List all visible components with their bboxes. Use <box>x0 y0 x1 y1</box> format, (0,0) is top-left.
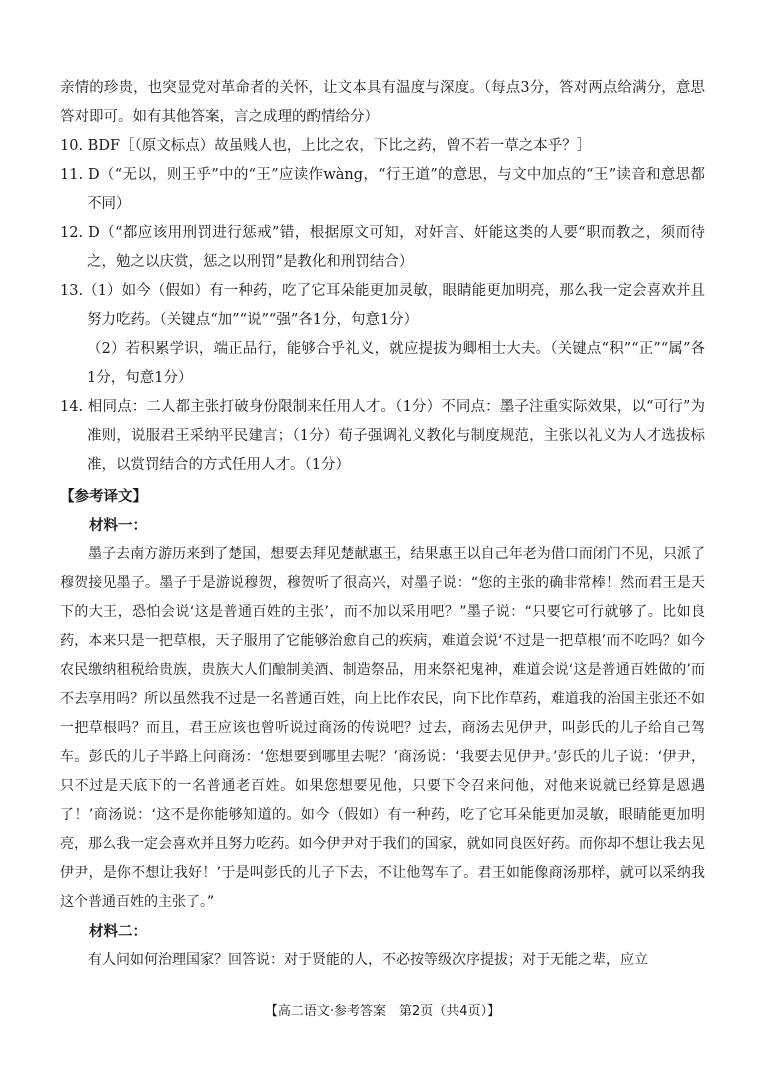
answer-11: 11. D（“无以，则王乎”中的“王”应读作wàng，“行王道”的意思，与文中加点的“王”读音和意思都不同） <box>60 167 705 212</box>
translation-heading: 【参考译文】 <box>60 488 147 505</box>
page-footer: 【高二语文·参考答案 第2页（共4页）】 <box>264 1004 501 1019</box>
answer-14: 14. 相同点：二人都主张打破身份限制来任用人才。（1分）不同点：墨子注重实际效果，以“可行”为准则，说服君王采纳平民建言；（1分）荀子强调礼义教化与制度规范，主张以礼义为人才选拔标准，以赏罚结合的方式任用人才。（1分） <box>60 399 705 473</box>
answer-10: 10. BDF［（原文标点）故虽贱人也，上比之农，下比之药，曾不若一草之本乎？］ <box>60 138 592 154</box>
answer-13-part-1: 13.（1）如今（假如）有一种药，吃了它耳朵能更加灵敏，眼睛能更加明亮，那么我一定会喜欢并且努力吃药。（关键点“加”“说”“强”各1分，句意1分） <box>60 283 706 328</box>
material-1-translation: 墨子去南方游历来到了楚国，想要去拜见楚献惠王，结果惠王以自己年老为借口而闭门不见，只派了穆贺接见墨子。墨子于是游说穆贺，穆贺听了很高兴，对墨子说：“您的主张的确非常棒！然而君王是天下的大王，恐怕会说‘这是普通百姓的主张’，而不加以采用吧？”墨子说：“只要它可行就够了。比如良药，本来只是一把草根，天子服用了它能够治愈自己的疾病，难道会说‘不过是一把草根’而不吃吗？如今农民缴纳租税给贵族，贵族大人们酿制美酒、制造祭品，用来祭祀鬼神，难道会说‘这是普通百姓做的’而不去享用吗？所以虽然我不过是一名普通百姓，向上比作农民，向下比作草药，难道我的治国主张还不如一把草根吗？而且，君王应该也曾听说过商汤的传说吧？过去，商汤去见伊尹，叫彭氏的儿子给自己驾车。彭氏的儿子半路上问商汤：‘您想要到哪里去呢？’商汤说：‘我要去见伊尹。’彭氏的儿子说：‘伊尹，只不过是天底下的一名普通老百姓。如果您想要见他，只要下令召来问他，对他来说就已经算是恩遇了！’商汤说：‘这不是你能够知道的。如今（假如）有一种药，吃了它耳朵能更加灵敏，眼睛能更加明亮，那么我一定会喜欢并且努力吃药。如今伊尹对于我们的国家，就如同良医好药。而你却不想让我去见伊尹，是你不想让我好！’于是叫彭氏的儿子下去，不让他驾车了。君王如能像商汤那样，就可以采纳我这个普通百姓的主张了。” <box>60 546 705 910</box>
answer-content <box>60 74 705 975</box>
material-2-title: 材料二： <box>89 923 147 940</box>
answer-12: 12. D（“都应该用刑罚进行惩戒”错，根据原文可知，对奸言、奸能这类的人要“职而教之，须而待之，勉之以庆赏，惩之以刑罚”是教化和刑罚结合） <box>60 225 705 270</box>
material-1-title: 材料一： <box>89 517 147 534</box>
answer-9-continuation: 亲情的珍贵，也突显党对革命者的关怀，让文本具有温度与深度。（每点3分，答对两点给满分，意思答对即可。如有其他答案，言之成理的酌情给分） <box>60 80 705 125</box>
material-2-translation: 有人问如何治理国家？回答说：对于贤能的人，不必按等级次序提拔；对于无能之辈，应立 <box>88 952 648 968</box>
answer-13-part-2: （2）若积累学识，端正品行，能够合乎礼义，就应提拔为卿相士大夫。（关键点“积”“正”“属”各1分，句意1分） <box>87 341 705 386</box>
